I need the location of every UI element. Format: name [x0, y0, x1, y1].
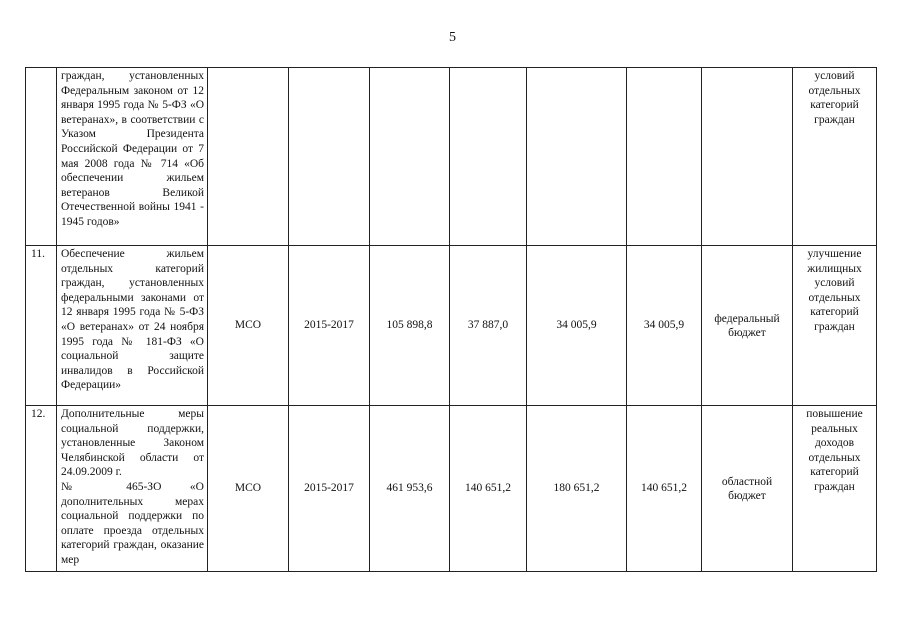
expected-result-cell: условий отдельных категорий граждан: [793, 68, 877, 246]
year-2016-cell: [527, 68, 627, 246]
year-2017-cell: [627, 68, 702, 246]
table-row: [26, 68, 877, 246]
funding-source-cell: областной бюджет: [702, 406, 793, 572]
year-2015-cell: [450, 68, 527, 246]
table-row: [26, 406, 877, 572]
funding-source-cell: федеральный бюджет: [702, 246, 793, 406]
measure-description: граждан, установленных Федеральным законом от 12 января 1995 года № 5-ФЗ «О ветеранах», в соответствии с Указом Президента Российской Федерации от 7 мая 2008 года № 714 «Об обеспечении жильем ветеранов Великой Отечественной войны 1941 - 1945 годов»: [57, 68, 208, 246]
period-cell: 2015-2017: [289, 406, 370, 572]
year-2016-cell: 34 005,9: [527, 246, 627, 406]
year-2017-cell: 34 005,9: [627, 246, 702, 406]
year-2017-cell: 140 651,2: [627, 406, 702, 572]
measure-description: Обеспечение жильем отдельных категорий граждан, установленных федеральными законами от 12 января 1995 года № 5-ФЗ «О ветеранах» от 24 ноября 1995 года № 181-ФЗ «О социальной защите инвалидов в Российской Федерации»: [57, 246, 208, 406]
funding-source-cell: [702, 68, 793, 246]
executor-cell: МСО: [208, 246, 289, 406]
row-number: [26, 68, 57, 246]
total-cell: 461 953,6: [370, 406, 450, 572]
year-2016-cell: 180 651,2: [527, 406, 627, 572]
period-cell: 2015-2017: [289, 246, 370, 406]
year-2015-cell: 140 651,2: [450, 406, 527, 572]
program-measures-table: [25, 67, 877, 572]
row-number: 11.: [26, 246, 57, 406]
page-number: 5: [449, 30, 456, 45]
executor-cell: МСО: [208, 406, 289, 572]
measure-description: Дополнительные меры социальной поддержки, установленные Законом Челябинской области от 24.09.2009 г. № 465-ЗО «О дополнительных мерах социальной поддержки по оплате проезда отдельных категорий граждан, оказание мер: [57, 406, 208, 572]
year-2015-cell: 37 887,0: [450, 246, 527, 406]
expected-result-cell: повышение реальных доходов отдельных категорий граждан: [793, 406, 877, 572]
row-number: 12.: [26, 406, 57, 572]
table-row: [26, 246, 877, 406]
executor-cell: [208, 68, 289, 246]
total-cell: [370, 68, 450, 246]
total-cell: 105 898,8: [370, 246, 450, 406]
period-cell: [289, 68, 370, 246]
expected-result-cell: улучшение жилищных условий отдельных категорий граждан: [793, 246, 877, 406]
